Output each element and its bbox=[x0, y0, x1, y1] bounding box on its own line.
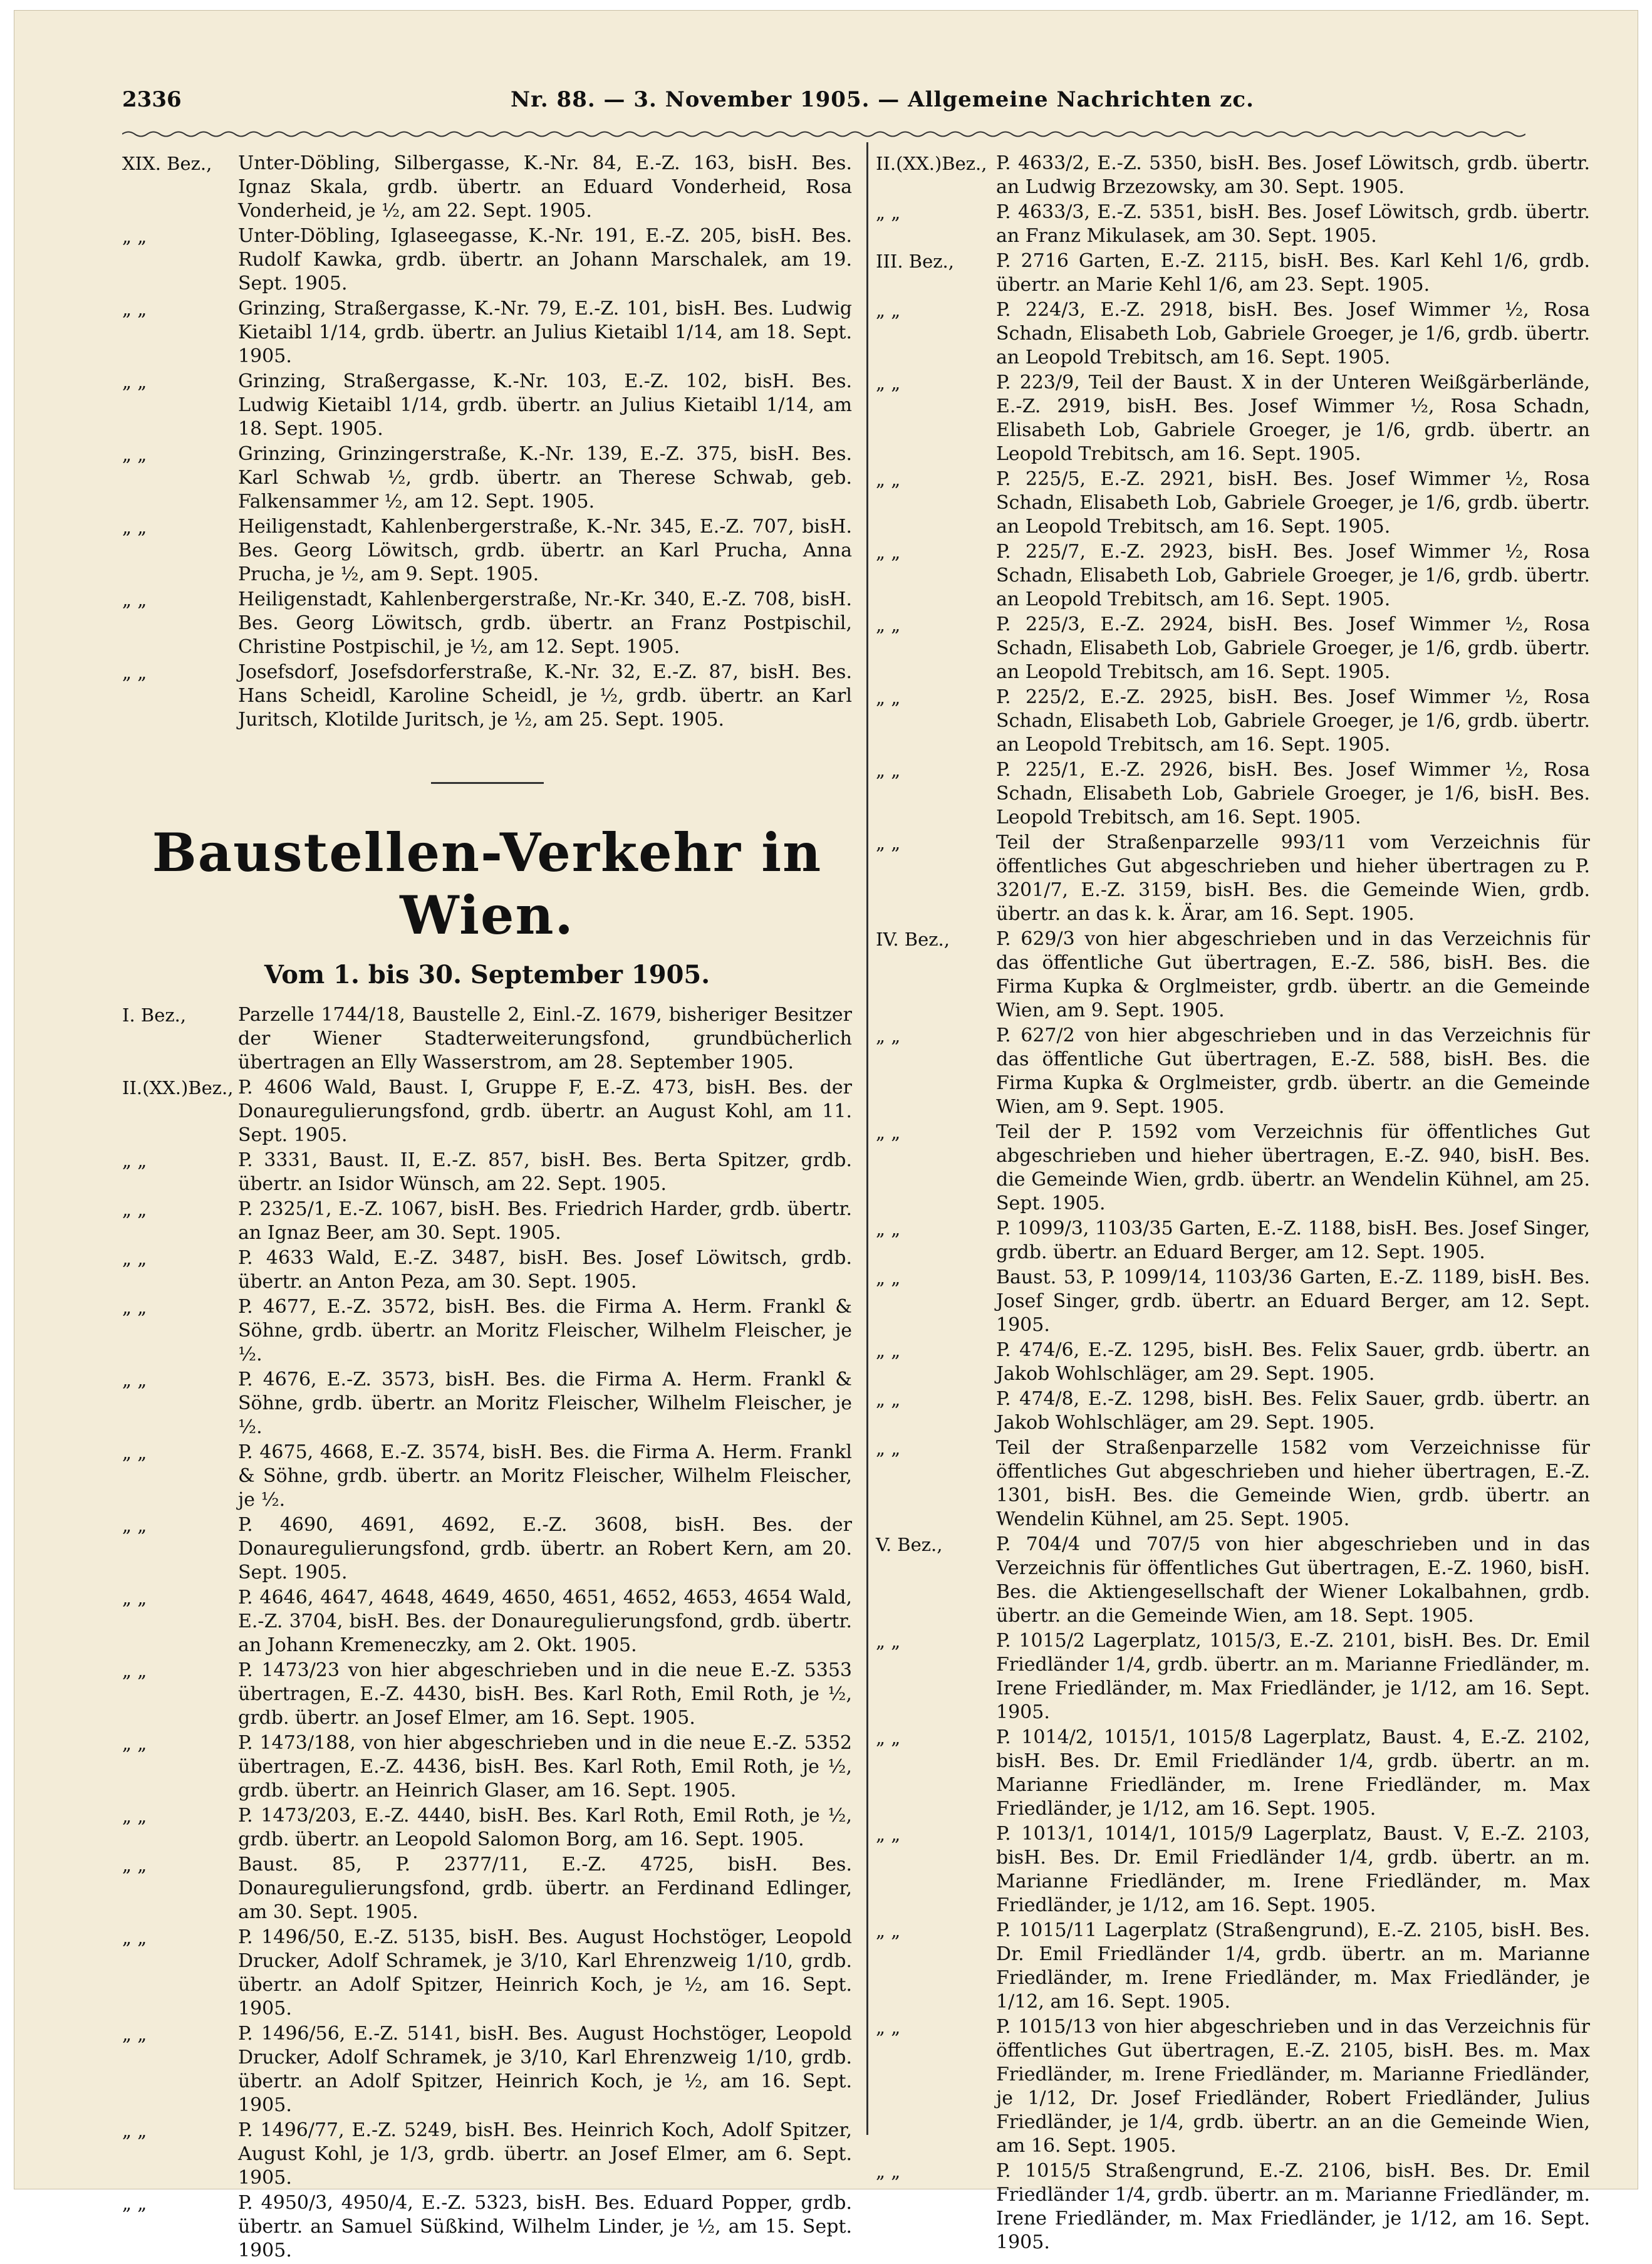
register-entry bbox=[122, 297, 852, 368]
column-divider bbox=[866, 142, 868, 2135]
entry-district-label: „ „ bbox=[876, 1218, 901, 1239]
register-entry bbox=[876, 1387, 1590, 1435]
entry-text: P. 1013/1, 1014/1, 1015/9 Lagerplatz, Baust. V, E.-Z. 2103, bisH. Bes. Dr. Emil Friedländer 1/4, grdb. übertr. an m. Marianne Friedländer, m. Irene Friedländer, m. Max Friedländer, je 1/12, am 16. Sept. 1905. bbox=[996, 1823, 1590, 1916]
entry-district-label: „ „ bbox=[876, 1025, 901, 1046]
section-separator bbox=[431, 782, 544, 784]
entry-text: P. 4633 Wald, E.-Z. 3487, bisH. Bes. Josef Löwitsch, grdb. übertr. an Anton Peza, am 30. Sept. 1905. bbox=[238, 1247, 852, 1293]
entry-district-label: „ „ bbox=[876, 300, 901, 321]
register-entry bbox=[122, 1804, 852, 1852]
entry-text: P. 1014/2, 1015/1, 1015/8 Lagerplatz, Baust. 4, E.-Z. 2102, bisH. Bes. Dr. Emil Friedländer 1/4, grdb. übertr. an m. Marianne Friedländer, m. Irene Friedländer, m. Max Friedländer, je 1/12, am 16. Sept. 1905. bbox=[996, 1726, 1590, 1820]
entry-text: Baust. 85, P. 2377/11, E.-Z. 4725, bisH. Bes. Donauregulierungsfond, grdb. übertr. an Ferdinand Edlinger, am 30. Sept. 1905. bbox=[238, 1854, 852, 1923]
register-entry bbox=[876, 298, 1590, 370]
district-xix-entries bbox=[122, 152, 852, 732]
entry-text: P. 1473/23 von hier abgeschrieben und in die neue E.-Z. 5353 übertragen, E.-Z. 4430, bisH. Bes. Karl Roth, Emil Roth, je ½, grdb. übertr. an Josef Elmer, am 16. Sept. 1905. bbox=[238, 1659, 852, 1729]
entry-text: Heiligenstadt, Kahlenbergerstraße, K.-Nr. 345, E.-Z. 707, bisH. Bes. Georg Löwitsch, grdb. übertr. an Karl Prucha, Anna Prucha, je ½, am 9. Sept. 1905. bbox=[238, 516, 852, 585]
page-header bbox=[122, 80, 1525, 123]
entry-district-label: „ „ bbox=[876, 2016, 901, 2038]
entry-district-label: „ „ bbox=[122, 1515, 147, 1536]
entry-text: P. 224/3, E.-Z. 2918, bisH. Bes. Josef Wimmer ½, Rosa Schadn, Elisabeth Lob, Gabriele Groeger, je 1/6, grdb. übertr. an Leopold Trebitsch, am 16. Sept. 1905. bbox=[996, 299, 1590, 368]
register-entry bbox=[876, 249, 1590, 297]
entry-district-label: „ „ bbox=[122, 1296, 147, 1318]
register-entry bbox=[876, 758, 1590, 830]
section-subtitle: Vom 1. bis 30. September 1905. bbox=[264, 960, 710, 989]
entry-district-label: „ „ bbox=[122, 589, 147, 610]
register-entry bbox=[876, 1726, 1590, 1821]
entry-district-label: „ „ bbox=[122, 1927, 147, 1948]
entry-text: Josefsdorf, Josefsdorferstraße, K.-Nr. 32, E.-Z. 87, bisH. Bes. Hans Scheidl, Karoline Scheidl, je ½, grdb. übertr. an Karl Juritsch, Klotilde Juritsch, je ½, am 25. Sept. 1905. bbox=[238, 661, 852, 731]
entry-text: P. 4676, E.-Z. 3573, bisH. Bes. die Firma A. Herm. Frankl & Söhne, grdb. übertr. an Moritz Fleischer, Wilhelm Fleischer, je ½. bbox=[238, 1369, 852, 1438]
register-entry bbox=[122, 1659, 852, 1730]
register-entry bbox=[876, 2159, 1590, 2255]
register-entry bbox=[122, 660, 852, 732]
entry-text: Grinzing, Grinzingerstraße, K.-Nr. 139, E.-Z. 375, bisH. Bes. Karl Schwab ½, grdb. übertr. an Therese Schwab, geb. Falkensammer ½, am 12. Sept. 1905. bbox=[238, 443, 852, 513]
entry-district-label: „ „ bbox=[122, 1150, 147, 1171]
entry-text: Teil der Straßenparzelle 1582 vom Verzeichnisse für öffentliches Gut abgeschrieben und hieher übertragen, E.-Z. 1301, bisH. Bes. die Gemeinde Wien, grdb. übertr. an Wendelin Kühnel, am 25. Sept. 1905. bbox=[996, 1437, 1590, 1530]
entry-district-label: II.(XX.)Bez., bbox=[122, 1077, 234, 1098]
entry-district-label: V. Bez., bbox=[876, 1534, 943, 1555]
entry-district-label: „ „ bbox=[876, 1122, 901, 1143]
register-entry bbox=[122, 224, 852, 296]
left-column bbox=[122, 152, 852, 2264]
register-entry bbox=[876, 201, 1590, 248]
entry-text: Parzelle 1744/18, Baustelle 2, Einl.-Z. 1679, bisheriger Besitzer der Wiener Stadterweiterungsfond, grundbücherlich übertragen an Elly Wasserstrom, am 28. September 1905. bbox=[238, 1004, 852, 1073]
register-entry bbox=[876, 2015, 1590, 2158]
entry-district-label: „ „ bbox=[122, 1587, 147, 1609]
entry-district-label: XIX. Bez., bbox=[122, 153, 212, 174]
entry-text: P. 4633/2, E.-Z. 5350, bisH. Bes. Josef Löwitsch, grdb. übertr. an Ludwig Brzezowsky, am 30. Sept. 1905. bbox=[996, 152, 1590, 198]
entry-district-label: „ „ bbox=[876, 1437, 901, 1459]
register-entry bbox=[122, 1246, 852, 1294]
page-number: 2336 bbox=[122, 87, 182, 112]
entry-district-label: „ „ bbox=[876, 2161, 901, 2182]
entry-text: P. 3331, Baust. II, E.-Z. 857, bisH. Bes. Berta Spitzer, grdb. übertr. an Isidor Wünsch, am 22. Sept. 1905. bbox=[238, 1149, 852, 1195]
entry-district-label: „ „ bbox=[122, 444, 147, 465]
entry-district-label: „ „ bbox=[876, 1630, 901, 1652]
entry-text: P. 1015/5 Straßengrund, E.-Z. 2106, bisH. Bes. Dr. Emil Friedländer 1/4, grdb. übertr. an m. Marianne Friedländer, m. Irene Friedländer, m. Max Friedländer, je 1/12, am 16. Sept. 1905. bbox=[996, 2160, 1590, 2253]
entry-district-label: „ „ bbox=[122, 226, 147, 247]
register-entry bbox=[876, 371, 1590, 466]
entry-district-label: „ „ bbox=[122, 371, 147, 392]
entry-text: P. 4950/3, 4950/4, E.-Z. 5323, bisH. Bes. Eduard Popper, grdb. übertr. an Samuel Süßkind, Wilhelm Linder, je ½, am 15. Sept. 1905. bbox=[238, 2192, 852, 2261]
entry-text: P. 1099/3, 1103/35 Garten, E.-Z. 1188, bisH. Bes. Josef Singer, grdb. übertr. an Eduard Berger, am 12. Sept. 1905. bbox=[996, 1218, 1590, 1263]
entry-district-label: „ „ bbox=[876, 469, 901, 490]
register-entry bbox=[122, 2022, 852, 2117]
entry-district-label: I. Bez., bbox=[122, 1004, 187, 1026]
register-entry bbox=[876, 613, 1590, 684]
register-entry bbox=[122, 1368, 852, 1439]
entry-district-label: „ „ bbox=[122, 1854, 147, 1875]
register-entry bbox=[876, 686, 1590, 757]
entry-text: P. 225/1, E.-Z. 2926, bisH. Bes. Josef Wimmer ½, Rosa Schadn, Elisabeth Lob, Gabriele Groeger, je 1/6, bisH. Bes. Leopold Trebitsch, am 16. Sept. 1905. bbox=[996, 759, 1590, 828]
header-wavy-rule bbox=[122, 130, 1525, 138]
entry-district-label: „ „ bbox=[122, 2120, 147, 2141]
entry-text: P. 225/7, E.-Z. 2923, bisH. Bes. Josef Wimmer ½, Rosa Schadn, Elisabeth Lob, Gabriele Groeger, je 1/6, grdb. übertr. an Leopold Trebitsch, am 16. Sept. 1905. bbox=[996, 541, 1590, 610]
entry-text: Teil der P. 1592 vom Verzeichnis für öffentliches Gut abgeschrieben und hieher übertragen, E.-Z. 940, bisH. Bes. die Gemeinde Wien, grdb. übertr. an Wendelin Kühnel, am 25. Sept. 1905. bbox=[996, 1121, 1590, 1214]
entry-text: P. 4606 Wald, Baust. I, Gruppe F, E.-Z. 473, bisH. Bes. der Donauregulierungsfond, grdb. übertr. an August Kohl, am 11. Sept. 1905. bbox=[238, 1077, 852, 1146]
entry-text: P. 225/2, E.-Z. 2925, bisH. Bes. Josef Wimmer ½, Rosa Schadn, Elisabeth Lob, Gabriele Groeger, je 1/6, grdb. übertr. an Leopold Trebitsch, am 16. Sept. 1905. bbox=[996, 686, 1590, 756]
entry-district-label: „ „ bbox=[122, 298, 147, 320]
entry-district-label: „ „ bbox=[876, 541, 901, 563]
entry-district-label: „ „ bbox=[122, 2193, 147, 2214]
register-entry bbox=[122, 1586, 852, 1657]
register-entry bbox=[122, 2119, 852, 2190]
entry-district-label: „ „ bbox=[122, 1369, 147, 1390]
register-entry bbox=[876, 831, 1590, 926]
entry-text: Baust. 53, P. 1099/14, 1103/36 Garten, E.-Z. 1189, bisH. Bes. Josef Singer, grdb. übertr. an Eduard Berger, am 12. Sept. 1905. bbox=[996, 1266, 1590, 1336]
entry-district-label: „ „ bbox=[876, 614, 901, 635]
entry-text: P. 223/9, Teil der Baust. X in der Unteren Weißgärberlände, E.-Z. 2919, bisH. Bes. Josef Wimmer ½, Rosa Schadn, Elisabeth Lob, Gabriele Groeger, je 1/6, grdb. übertr. an Leopold Trebitsch, am 16. Sept. 1905. bbox=[996, 372, 1590, 465]
entry-district-label: „ „ bbox=[122, 1442, 147, 1463]
register-entry bbox=[122, 442, 852, 514]
baustellen-entries-right bbox=[876, 152, 1590, 2255]
register-entry bbox=[876, 1822, 1590, 1917]
entry-district-label: „ „ bbox=[122, 2023, 147, 2045]
entry-text: P. 1473/203, E.-Z. 4440, bisH. Bes. Karl Roth, Emil Roth, je ½, grdb. übertr. an Leopold Salomon Borg, am 16. Sept. 1905. bbox=[238, 1805, 852, 1850]
register-entry bbox=[876, 1120, 1590, 1216]
register-entry bbox=[876, 927, 1590, 1023]
entry-text: Heiligenstadt, Kahlenbergerstraße, Nr.-Kr. 340, E.-Z. 708, bisH. Bes. Georg Löwitsch, grdb. übertr. an Franz Postpischil, Christine Postpischil, je ½, am 12. Sept. 1905. bbox=[238, 588, 852, 658]
entry-district-label: „ „ bbox=[876, 1340, 901, 1361]
register-entry bbox=[122, 1076, 852, 1147]
register-entry bbox=[876, 152, 1590, 199]
baustellen-entries-left bbox=[122, 1003, 852, 2263]
register-entry bbox=[876, 467, 1590, 539]
register-entry bbox=[876, 1338, 1590, 1386]
register-entry bbox=[122, 1441, 852, 1512]
entry-text: P. 627/2 von hier abgeschrieben und in das Verzeichnis für das öffentliche Gut übertragen, E.-Z. 588, bisH. Bes. die Firma Kupka & Orglmeister, grdb. übertr. an die Gemeinde Wien, am 9. Sept. 1905. bbox=[996, 1025, 1590, 1118]
entry-text: P. 1496/56, E.-Z. 5141, bisH. Bes. August Hochstöger, Leopold Drucker, Adolf Schramek, je 3/10, Karl Ehrenzweig 1/10, grdb. übertr. an Adolf Spitzer, Heinrich Koch, je ½, am 16. Sept. 1905. bbox=[238, 2023, 852, 2116]
register-entry bbox=[122, 1003, 852, 1075]
entry-district-label: „ „ bbox=[876, 1727, 901, 1748]
entry-district-label: „ „ bbox=[122, 1199, 147, 1220]
entry-district-label: „ „ bbox=[876, 832, 901, 853]
entry-district-label: „ „ bbox=[122, 1660, 147, 1681]
entry-district-label: „ „ bbox=[876, 1389, 901, 1410]
register-entry bbox=[876, 1217, 1590, 1265]
register-entry bbox=[876, 1919, 1590, 2014]
entry-text: P. 4675, 4668, E.-Z. 3574, bisH. Bes. die Firma A. Herm. Frankl & Söhne, grdb. übertr. an Moritz Fleischer, Wilhelm Fleischer, je ½. bbox=[238, 1441, 852, 1511]
newspaper-page bbox=[14, 10, 1638, 2261]
entry-text: P. 225/3, E.-Z. 2924, bisH. Bes. Josef Wimmer ½, Rosa Schadn, Elisabeth Lob, Gabriele Groeger, je 1/6, grdb. übertr. an Leopold Trebitsch, am 16. Sept. 1905. bbox=[996, 613, 1590, 683]
register-entry bbox=[122, 1513, 852, 1585]
entry-text: P. 1015/11 Lagerplatz (Straßengrund), E.-Z. 2105, bisH. Bes. Dr. Emil Friedländer 1/4, grdb. übertr. an m. Marianne Friedländer, m. Irene Friedländer, m. Max Friedländer, je 1/12, am 16. Sept. 1905. bbox=[996, 1919, 1590, 2013]
right-column bbox=[876, 152, 1590, 2256]
entry-text: P. 4677, E.-Z. 3572, bisH. Bes. die Firma A. Herm. Frankl & Söhne, grdb. übertr. an Moritz Fleischer, Wilhelm Fleischer, je ½. bbox=[238, 1296, 852, 1365]
register-entry bbox=[122, 588, 852, 659]
entry-text: P. 1015/13 von hier abgeschrieben und in das Verzeichnis für öffentliches Gut übertragen, E.-Z. 2105, bisH. Bes. m. Max Friedländer, m. Irene Friedländer, m. Marianne Friedländer, je 1/12, Dr. Josef Friedländer, Robert Friedländer, Julius Friedländer, je 1/4, grdb. übertr. an an die Gemeinde Wien, am 16. Sept. 1905. bbox=[996, 2016, 1590, 2157]
register-entry bbox=[876, 1533, 1590, 1628]
entry-text: P. 1473/188, von hier abgeschrieben und in die neue E.-Z. 5352 übertragen, E.-Z. 4436, bisH. Bes. Karl Roth, Emil Roth, je ½, grdb. übertr. an Heinrich Glaser, am 16. Sept. 1905. bbox=[238, 1732, 852, 1802]
entry-text: P. 4633/3, E.-Z. 5351, bisH. Bes. Josef Löwitsch, grdb. übertr. an Franz Mikulasek, am 30. Sept. 1905. bbox=[996, 201, 1590, 247]
entry-district-label: „ „ bbox=[122, 1248, 147, 1269]
register-entry bbox=[876, 1266, 1590, 1337]
entry-district-label: „ „ bbox=[876, 1920, 901, 1941]
entry-district-label: IV. Bez., bbox=[876, 929, 950, 950]
entry-district-label: „ „ bbox=[876, 1267, 901, 1288]
entry-text: P. 2716 Garten, E.-Z. 2115, bisH. Bes. Karl Kehl 1/6, grdb. übertr. an Marie Kehl 1/6, am 23. Sept. 1905. bbox=[996, 250, 1590, 296]
register-entry bbox=[122, 1853, 852, 1924]
entry-text: Teil der Straßenparzelle 993/11 vom Verzeichnis für öffentliches Gut abgeschrieben und hieher übertragen zu P. 3201/7, E.-Z. 3159, bisH. Bes. die Gemeinde Wien, grdb. übertr. an das k. k. Ärar, am 16. Sept. 1905. bbox=[996, 832, 1590, 925]
register-entry bbox=[122, 1149, 852, 1196]
register-entry bbox=[122, 370, 852, 441]
entry-text: P. 225/5, E.-Z. 2921, bisH. Bes. Josef Wimmer ½, Rosa Schadn, Elisabeth Lob, Gabriele Groeger, je 1/6, grdb. übertr. an Leopold Trebitsch, am 16. Sept. 1905. bbox=[996, 468, 1590, 538]
entry-text: P. 629/3 von hier abgeschrieben und in das Verzeichnis für das öffentliche Gut übertragen, E.-Z. 586, bisH. Bes. die Firma Kupka & Orglmeister, grdb. übertr. an die Gemeinde Wien, am 9. Sept. 1905. bbox=[996, 928, 1590, 1021]
entry-district-label: „ „ bbox=[122, 516, 147, 538]
entry-text: P. 2325/1, E.-Z. 1067, bisH. Bes. Friedrich Harder, grdb. übertr. an Ignaz Beer, am 30. Sept. 1905. bbox=[238, 1198, 852, 1244]
register-entry bbox=[122, 1731, 852, 1803]
issue-title: Nr. 88. — 3. November 1905. — Allgemeine Nachrichten zc. bbox=[511, 87, 1254, 112]
register-entry bbox=[122, 1926, 852, 2021]
entry-text: P. 704/4 und 707/5 von hier abgeschrieben und in das Verzeichnis für öffentliches Gut übertragen, E.-Z. 1960, bisH. Bes. die Aktiengesellschaft der Wiener Lokalbahnen, grdb. übertr. an die Gemeinde Wien, am 18. Sept. 1905. bbox=[996, 1533, 1590, 1627]
register-entry bbox=[876, 540, 1590, 612]
entry-district-label: „ „ bbox=[122, 662, 147, 683]
entry-text: P. 474/8, E.-Z. 1298, bisH. Bes. Felix Sauer, grdb. übertr. an Jakob Wohlschläger, am 29. Sept. 1905. bbox=[996, 1388, 1590, 1434]
register-entry bbox=[122, 152, 852, 223]
entry-district-label: III. Bez., bbox=[876, 251, 954, 272]
entry-district-label: II.(XX.)Bez., bbox=[876, 153, 987, 174]
entry-district-label: „ „ bbox=[876, 202, 901, 223]
register-entry bbox=[122, 1295, 852, 1367]
register-entry bbox=[122, 2191, 852, 2263]
entry-text: P. 474/6, E.-Z. 1295, bisH. Bes. Felix Sauer, grdb. übertr. an Jakob Wohlschläger, am 29. Sept. 1905. bbox=[996, 1339, 1590, 1385]
register-entry bbox=[876, 1436, 1590, 1531]
entry-district-label: „ „ bbox=[122, 1805, 147, 1827]
entry-district-label: „ „ bbox=[876, 372, 901, 394]
entry-district-label: „ „ bbox=[876, 759, 901, 781]
entry-text: Grinzing, Straßergasse, K.-Nr. 103, E.-Z. 102, bisH. Bes. Ludwig Kietaibl 1/14, grdb. übertr. an Julius Kietaibl 1/14, am 18. Sept. 1905. bbox=[238, 370, 852, 440]
entry-district-label: „ „ bbox=[122, 1733, 147, 1754]
entry-text: Unter-Döbling, Silbergasse, K.-Nr. 84, E.-Z. 163, bisH. Bes. Ignaz Skala, grdb. übertr. an Eduard Vonderheid, Rosa Vonderheid, je ½, am 22. Sept. 1905. bbox=[238, 152, 852, 222]
entry-text: P. 4646, 4647, 4648, 4649, 4650, 4651, 4652, 4653, 4654 Wald, E.-Z. 3704, bisH. Bes. der Donauregulierungsfond, grdb. übertr. an Johann Kremeneczky, am 2. Okt. 1905. bbox=[238, 1587, 852, 1656]
register-entry bbox=[876, 1024, 1590, 1119]
entry-text: P. 1496/77, E.-Z. 5249, bisH. Bes. Heinrich Koch, Adolf Spitzer, August Kohl, je 1/3, grdb. übertr. an Josef Elmer, am 6. Sept. 1905. bbox=[238, 2119, 852, 2189]
entry-district-label: „ „ bbox=[876, 687, 901, 708]
entry-text: Grinzing, Straßergasse, K.-Nr. 79, E.-Z. 101, bisH. Bes. Ludwig Kietaibl 1/14, grdb. übertr. an Julius Kietaibl 1/14, am 18. Sept. 1905. bbox=[238, 298, 852, 367]
entry-text: P. 1496/50, E.-Z. 5135, bisH. Bes. August Hochstöger, Leopold Drucker, Adolf Schramek, je 3/10, Karl Ehrenzweig 1/10, grdb. übertr. an Adolf Spitzer, Heinrich Koch, je ½, am 16. Sept. 1905. bbox=[238, 1926, 852, 2020]
register-entry bbox=[876, 1629, 1590, 1724]
register-entry bbox=[122, 1197, 852, 1245]
register-entry bbox=[122, 515, 852, 587]
entry-text: P. 4690, 4691, 4692, E.-Z. 3608, bisH. Bes. der Donauregulierungsfond, grdb. übertr. an Robert Kern, am 20. Sept. 1905. bbox=[238, 1514, 852, 1583]
entry-text: Unter-Döbling, Iglaseegasse, K.-Nr. 191, E.-Z. 205, bisH. Bes. Rudolf Kawka, grdb. übertr. an Johann Marschalek, am 19. Sept. 1905. bbox=[238, 225, 852, 295]
entry-district-label: „ „ bbox=[876, 1823, 901, 1845]
section-title: Baustellen-Verkehr in Wien. bbox=[152, 822, 823, 946]
entry-text: P. 1015/2 Lagerplatz, 1015/3, E.-Z. 2101, bisH. Bes. Dr. Emil Friedländer 1/4, grdb. übertr. an m. Marianne Friedländer, m. Irene Friedländer, m. Max Friedländer, je 1/12, am 16. Sept. 1905. bbox=[996, 1630, 1590, 1723]
